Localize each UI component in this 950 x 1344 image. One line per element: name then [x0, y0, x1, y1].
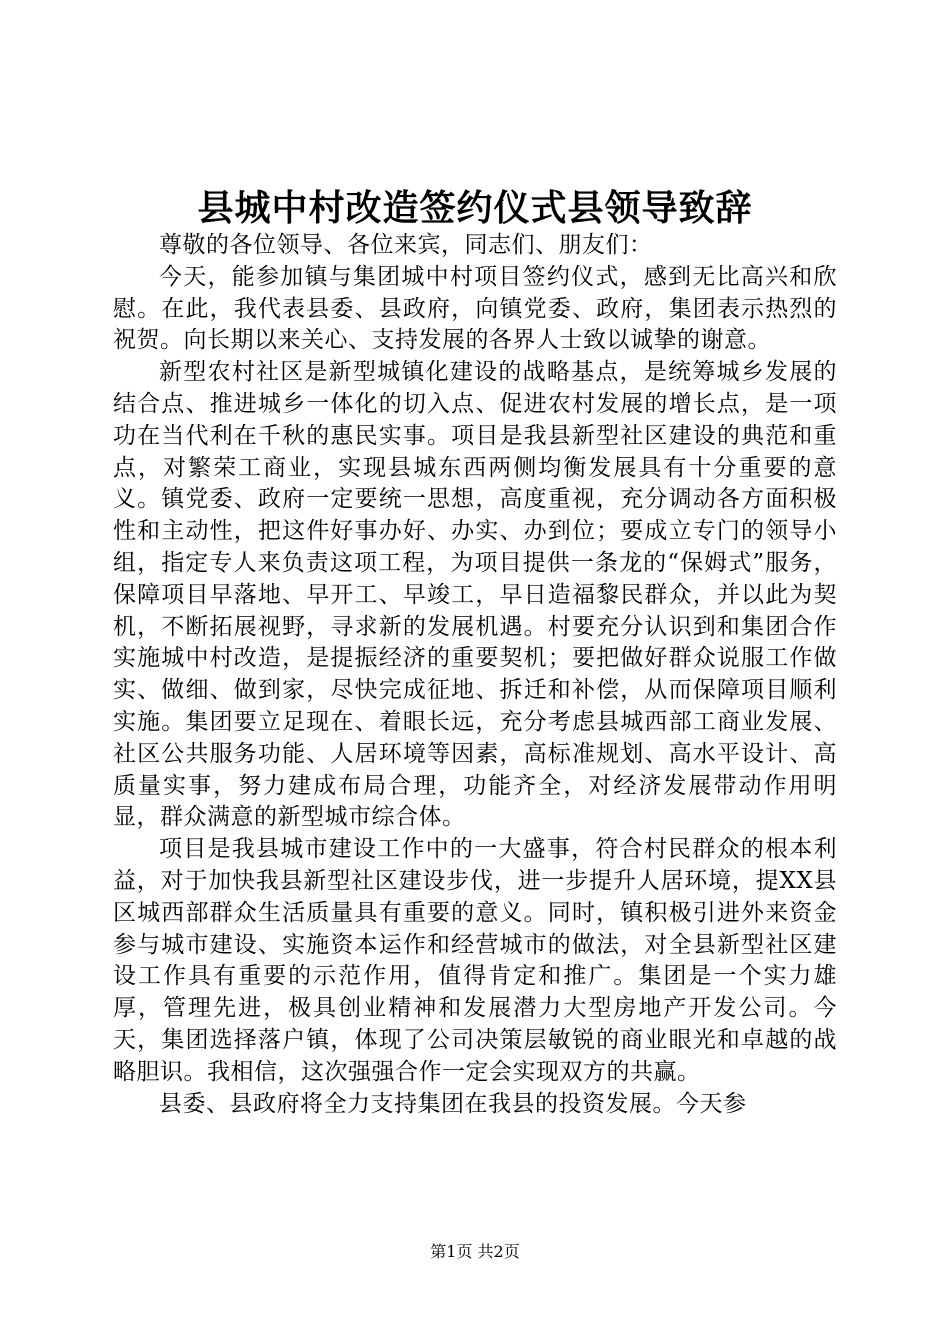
- body-paragraph: 今天，能参加镇与集团城中村项目签约仪式，感到无比高兴和欣慰。在此，我代表县委、县政府，向镇党委、政府，集团表示热烈的祝贺。向长期以来关心、支持发展的各界人士致以诚挚的谢意。: [113, 263, 837, 354]
- document-title: 县城中村改造签约仪式县领导致辞: [197, 188, 753, 229]
- document-body: [113, 230, 837, 1120]
- body-paragraph: 新型农村社区是新型城镇化建设的战略基点，是统筹城乡发展的结合点、推进城乡一体化的切入点、促进农村发展的增长点，是一项功在当代利在千秋的惠民实事。项目是我县新型社区建设的典范和重点，对繁荣工商业，实现县城东西两侧均衡发展具有十分重要的意义。镇党委、政府一定要统一思想，高度重视，充分调动各方面积极性和主动性，把这件好事办好、办实、办到位；要成立专门的领导小组，指定专人来负责这项工程，为项目提供一条龙的“保姆式”服务，保障项目早落地、早开工、早竣工，早日造福黎民群众，并以此为契机，不断拓展视野，寻求新的发展机遇。村要充分认识到和集团合作实施城中村改造，是提振经济的重要契机；要把做好群众说服工作做实、做细、做到家，尽快完成征地、拆迁和补偿，从而保障项目顺利实施。集团要立足现在、着眼长远，充分考虑县城西部工商业发展、社区公共服务功能、人居环境等因素，高标准规划、高水平设计、高质量实事，努力建成布局合理，功能齐全，对经济发展带动作用明显，群众满意的新型城市综合体。: [113, 359, 837, 831]
- body-paragraph: 县委、县政府将全力支持集团在我县的投资发展。今天参: [159, 1090, 747, 1117]
- body-paragraph: 项目是我县城市建设工作中的一大盛事，符合村民群众的根本利益，对于加快我县新型社区建设步伐，进一步提升人居环境，提XX县区城西部群众生活质量具有重要的意义。同时，镇积极引进外来资金参与城市建设、实施资本运作和经营城市的做法，对全县新型社区建设工作具有重要的示范作用，值得肯定和推广。集团是一个实力雄厚，管理先进，极具创业精神和发展潜力大型房地产开发公司。今天，集团选择落户镇，体现了公司决策层敏锐的商业眼光和卓越的战略胆识。我相信，这次强强合作一定会实现双方的共赢。: [113, 836, 837, 1085]
- salutation-paragraph: 尊敬的各位领导、各位来宾，同志们、朋友们：: [159, 232, 653, 258]
- page-number-footer: 第1页 共2页: [430, 1242, 520, 1261]
